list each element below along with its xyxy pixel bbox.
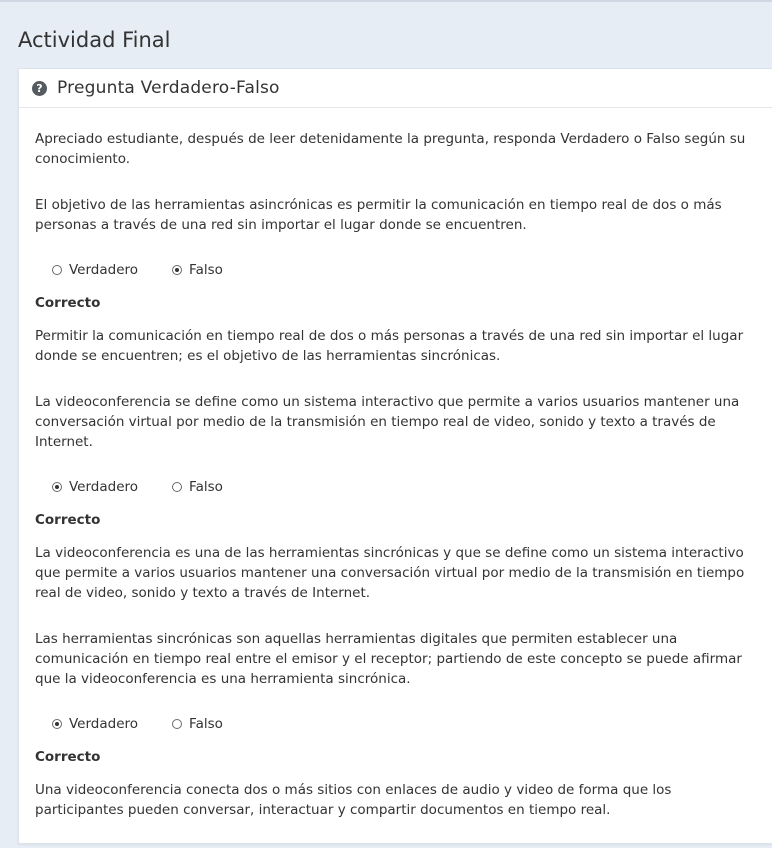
card-title: Pregunta Verdadero-Falso [57,78,280,98]
answer-options [35,714,761,734]
option-falso[interactable] [172,262,223,278]
answer-options [35,477,761,497]
intro-text: Apreciado estudiante, después de leer detenidamente la pregunta, responda Verdadero o Falso según su conocimiento. [35,131,746,167]
option-verdadero[interactable] [52,716,138,732]
option-label: Verdadero [69,262,139,278]
option-label: Verdadero [69,479,139,495]
option-label: Falso [189,716,223,732]
help-circle-icon: ? [32,81,47,96]
feedback-text: Una videoconferencia conecta dos o más sitios con enlaces de audio y video de forma que los participantes pueden conversar, interactuar y compartir documentos en tiempo real. [35,782,672,818]
answer-options [35,260,761,280]
page-title: Actividad Final [18,28,171,52]
option-label: Falso [189,262,223,278]
option-label: Verdadero [69,716,139,732]
result-label: Correcto [35,512,101,528]
question-text: El objetivo de las herramientas asincrónicas es permitir la comunicación en tiempo real de dos o más personas a través de una red sin importar el lugar donde se encuentren. [35,197,722,233]
radio-button[interactable] [52,719,62,729]
card-body [19,129,772,820]
question-text: La videoconferencia se define como un sistema interactivo que permite a varios usuarios mantener una conversación virtual por medio de la transmisión en tiempo real de video, sonido y texto a través de Internet. [35,394,740,450]
result-label: Correcto [35,295,101,311]
top-border [0,0,772,2]
option-label: Falso [189,479,223,495]
question-text: Las herramientas sincrónicas son aquellas herramientas digitales que permiten establecer una comunicación en tiempo real entre el emisor y el receptor; partiendo de este concepto se puede afirmar que la videoconferencia es una herramienta sincrónica. [35,631,742,687]
card-header [19,69,772,108]
feedback-text: La videoconferencia es una de las herramientas sincrónicas y que se define como un sistema interactivo que permite a varios usuarios mantener una conversación virtual por medio de la transmisión en tiempo real de video, sonido y texto a través de Internet. [35,545,745,601]
radio-button[interactable] [52,265,62,275]
option-verdadero[interactable] [52,262,138,278]
option-falso[interactable] [172,716,223,732]
question-card [18,68,772,844]
radio-button[interactable] [52,482,62,492]
radio-button[interactable] [172,482,182,492]
radio-button[interactable] [172,265,182,275]
radio-button[interactable] [172,719,182,729]
result-label: Correcto [35,749,101,765]
option-verdadero[interactable] [52,479,138,495]
option-falso[interactable] [172,479,223,495]
feedback-text: Permitir la comunicación en tiempo real de dos o más personas a través de una red sin importar el lugar donde se encuentren; es el objetivo de las herramientas sincrónicas. [35,328,744,364]
